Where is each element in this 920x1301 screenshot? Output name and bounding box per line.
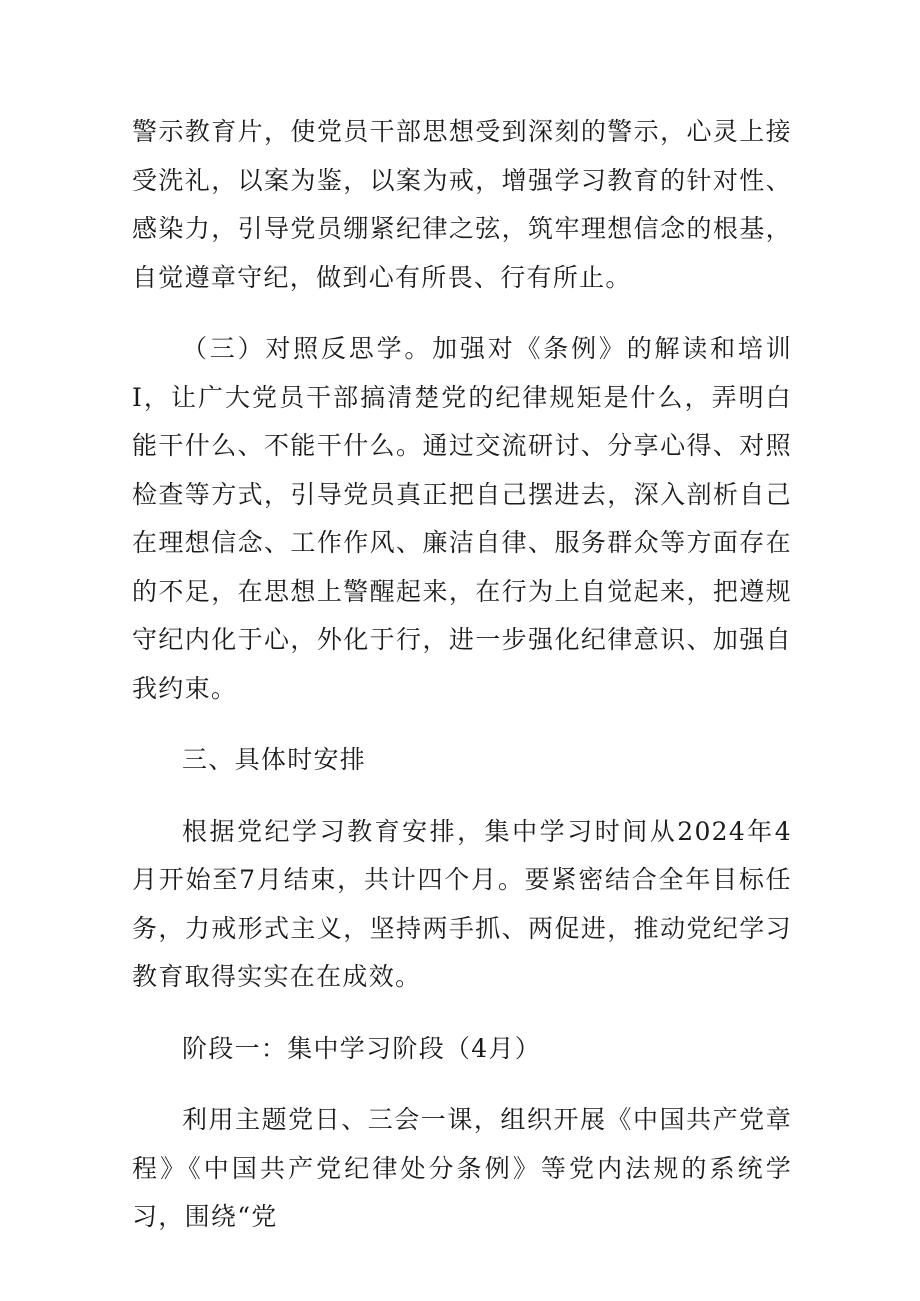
paragraph-warning-education: 警示教育片，使党员干部思想受到深刻的警示，心灵上接受洗礼，以案为鉴，以案为戒，增强学习教育的针对性、感染力，引导党员绷紧纪律之弦，筑牢理想信念的根基，自觉遵章守纪，做到心有所畏、行有所止。 — [132, 117, 792, 292]
document-body — [132, 108, 792, 1242]
paragraph-stage-one: 利用主题党日、三会一课，组织开展《中国共产党章程》《中国共产党纪律处分条例》等党内法规的系统学习，围绕“党 — [132, 1105, 792, 1231]
stage-one-heading: 阶段一：集中学习阶段（4月） — [182, 1033, 542, 1063]
paragraph-schedule-overview: 根据党纪学习教育安排，集中学习时间从2024年4月开始至7月结束，共计四个月。要紧密结合全年目标任务，力戒形式主义，坚持两手抓、两促进，推动党纪学习教育取得实实在在成效。 — [132, 816, 792, 991]
paragraph-reflective-study: （三）对照反思学。加强对《条例》的解读和培训I，让广大党员干部搞清楚党的纪律规矩是什么，弄明白能干什么、不能干什么。通过交流研讨、分享心得、对照检查等方式，引导党员真正把自己摆进去，深入剖析自己在理想信念、工作作风、廉洁自律、服务群众等方面存在的不足，在思想上警醒起来，在行为上自觉起来，把遵规守纪内化于心，外化于行，进一步强化纪律意识、加强自我约束。 — [132, 334, 792, 703]
section-heading-schedule: 三、具体时安排 — [182, 745, 367, 774]
